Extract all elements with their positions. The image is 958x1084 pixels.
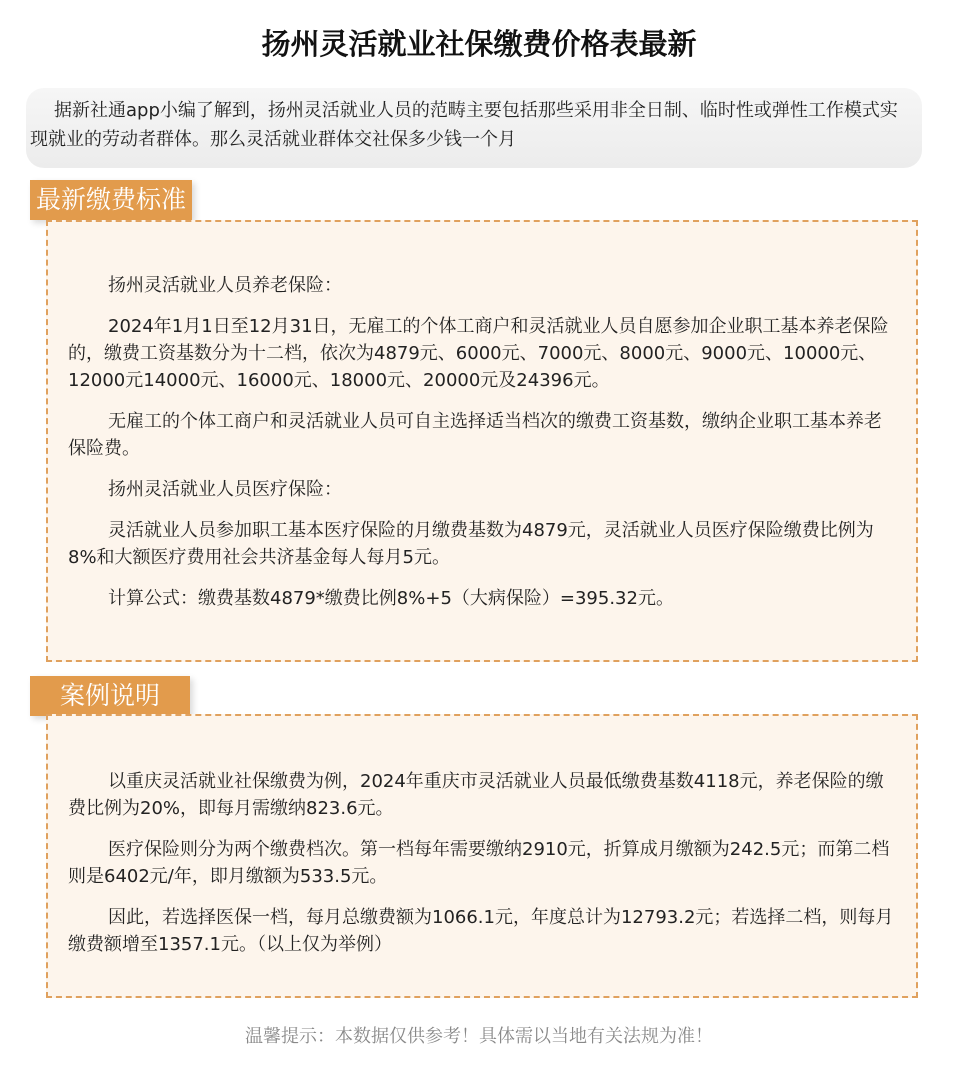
section-box-case	[46, 714, 918, 998]
paragraph: 扬州灵活就业人员医疗保险：	[108, 479, 342, 500]
section-label-case: 案例说明	[30, 676, 190, 716]
paragraph: 2024年1月1日至12月31日，无雇工的个体工商户和灵活就业人员自愿参加企业职工基本养老保险的，缴费工资基数分为十二档，依次为4879元、6000元、7000元、8000元、9000元、10000元、12000元14000元、16000元、18000元、20000元及24396元。	[68, 316, 889, 391]
paragraph: 无雇工的个体工商户和灵活就业人员可自主选择适当档次的缴费工资基数，缴纳企业职工基本养老保险费。	[68, 411, 882, 459]
intro-text: 据新社通app小编了解到，扬州灵活就业人员的范畴主要包括那些采用非全日制、临时性或弹性工作模式实现就业的劳动者群体。那么灵活就业群体交社保多少钱一个月	[26, 88, 922, 168]
paragraph: 因此，若选择医保一档，每月总缴费额为1066.1元，年度总计为12793.2元；若选择二档，则每月缴费额增至1357.1元。（以上仅为举例）	[68, 907, 894, 955]
paragraph: 医疗保险则分为两个缴费档次。第一档每年需要缴纳2910元，折算成月缴额为242.5元；而第二档则是6402元/年，即月缴额为533.5元。	[68, 839, 890, 887]
section-box-standard	[46, 220, 918, 662]
paragraph: 计算公式：缴费基数4879*缴费比例8%+5（大病保险）=395.32元。	[108, 588, 674, 609]
paragraph: 灵活就业人员参加职工基本医疗保险的月缴费基数为4879元，灵活就业人员医疗保险缴费比例为8%和大额医疗费用社会共济基金每人每月5元。	[68, 520, 874, 568]
paragraph: 以重庆灵活就业社保缴费为例，2024年重庆市灵活就业人员最低缴费基数4118元，养老保险的缴费比例为20%，即每月需缴纳823.6元。	[68, 771, 884, 819]
page-title: 扬州灵活就业社保缴费价格表最新	[261, 27, 697, 61]
section-label-standard: 最新缴费标准	[30, 180, 192, 220]
paragraph: 扬州灵活就业人员养老保险：	[108, 275, 342, 296]
footer-note: 温馨提示：本数据仅供参考！具体需以当地有关法规为准！	[245, 1026, 713, 1047]
